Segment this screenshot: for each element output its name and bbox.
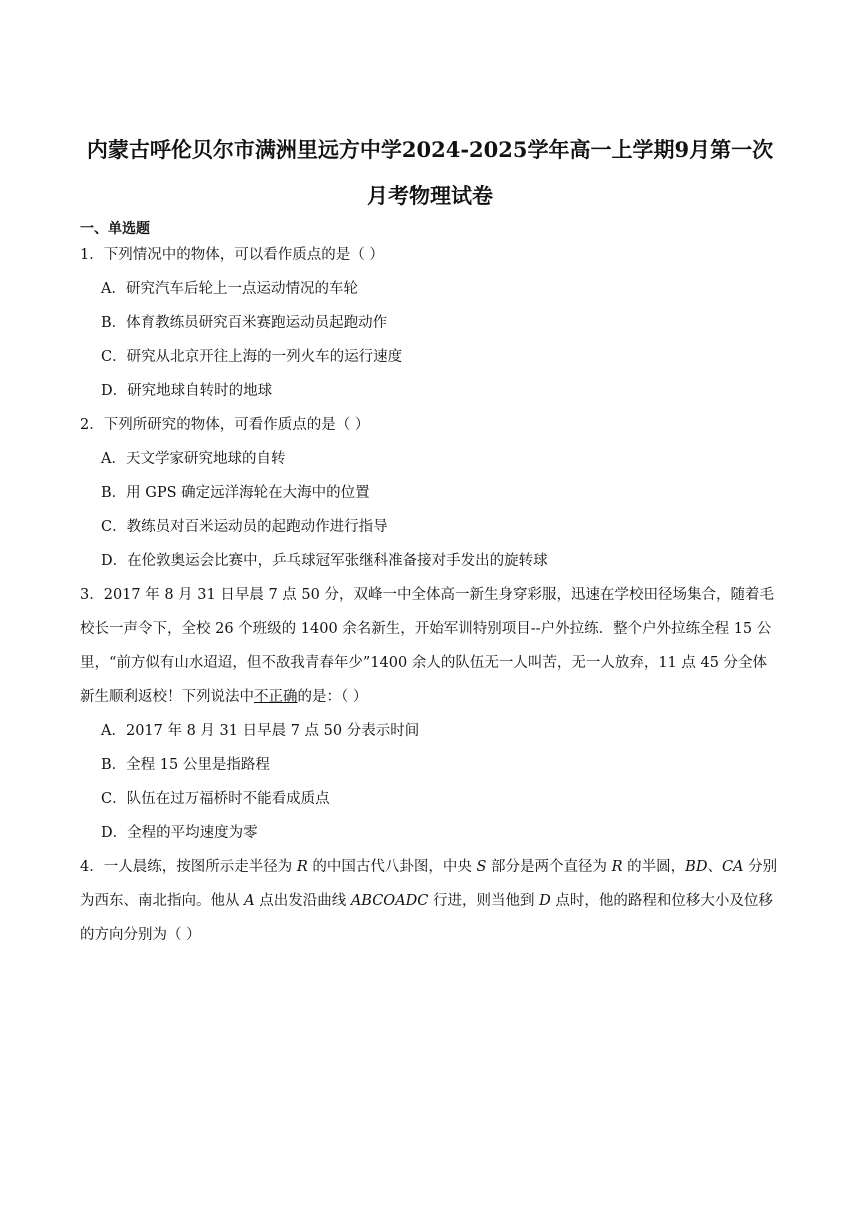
q4-text: 、 [707,859,722,875]
question-3-option-d: D．全程的平均速度为零 [101,825,258,841]
q4-text: 点出发沿曲线 [259,893,347,909]
q4-var-d: D [539,893,551,909]
q4-var-s: S [476,859,487,875]
q4-var-ca: CA [721,859,744,875]
q4-var-path: ABCOADC [350,893,429,909]
question-2-option-b: B．用 GPS 确定远洋海轮在大海中的位置 [101,485,370,501]
question-3-stem-line-3: 里，“前方似有山水迢迢，但不敌我青春年少”1400 余人的队伍无一人叫苦，无一人放弃，11 点 45 分全体 [80,655,768,671]
question-1-stem: 1．下列情况中的物体，可以看作质点的是（ ） [80,247,384,263]
section-heading: 一、单选题 [80,221,150,237]
q4-text: 分别 [748,859,778,875]
q4-var-r: R [296,859,308,875]
question-1-option-c: C．研究从北京开往上海的一列火车的运行速度 [101,349,403,365]
question-2-stem: 2．下列所研究的物体，可看作质点的是（ ） [80,417,370,433]
q4-var-a: A [244,893,255,909]
question-3-stem-line-4 [80,687,367,707]
question-3-option-b: B．全程 15 公里是指路程 [101,757,270,773]
q4-text: 点时，他的路程和位移大小及位移 [555,893,773,909]
q4-text: 为西东、南北指向。他从 [80,893,240,909]
question-3-stem-line-1: 3．2017 年 8 月 31 日早晨 7 点 50 分，双峰一中全体高一新生身穿彩服，迅速在学校田径场集合，随着毛 [80,587,774,603]
question-3-option-a: A．2017 年 8 月 31 日早晨 7 点 50 分表示时间 [101,723,420,739]
q4-text: 的半圆， [627,859,686,875]
q4-text: 行进，则当他到 [433,893,535,909]
question-2-option-d: D．在伦敦奥运会比赛中，乒乓球冠军张继科准备接对手发出的旋转球 [101,553,548,569]
question-3-stem-text: 新生顺利返校！下列说法中 [80,689,254,705]
q4-text: 4．一人晨练，按图所示走半径为 [80,859,293,875]
question-2-option-a: A．天文学家研究地球的自转 [101,451,286,467]
question-1-option-d: D．研究地球自转时的地球 [101,383,273,399]
question-2-option-c: C．教练员对百米运动员的起跑动作进行指导 [101,519,388,535]
question-4-stem-line-1 [80,857,777,877]
question-4-stem-line-3: 的方向分别为（ ） [80,927,201,943]
question-1-option-b: B．体育教练员研究百米赛跑运动员起跑动作 [101,315,388,331]
q4-text: 部分是两个直径为 [491,859,608,875]
q4-text: 的中国古代八卦图，中央 [312,859,472,875]
question-3-stem-end: 的是：（ ） [297,689,368,705]
exam-title-line-2: 月考物理试卷 [367,183,493,208]
question-3-option-c: C．队伍在过万福桥时不能看成质点 [101,791,330,807]
question-3-underlined-text: 不正确 [254,689,298,705]
q4-var-r: R [611,859,623,875]
q4-var-bd: BD [685,859,708,875]
question-3-stem-line-2: 校长一声令下，全校 26 个班级的 1400 余名新生，开始军训特别项目--户外拉练．整个户外拉练全程 15 公 [80,621,772,637]
exam-title-line-1: 内蒙古呼伦贝尔市满洲里远方中学2024-2025学年高一上学期9月第一次 [86,137,774,162]
question-1-option-a: A．研究汽车后轮上一点运动情况的车轮 [101,281,358,297]
question-4-stem-line-2 [80,891,773,911]
